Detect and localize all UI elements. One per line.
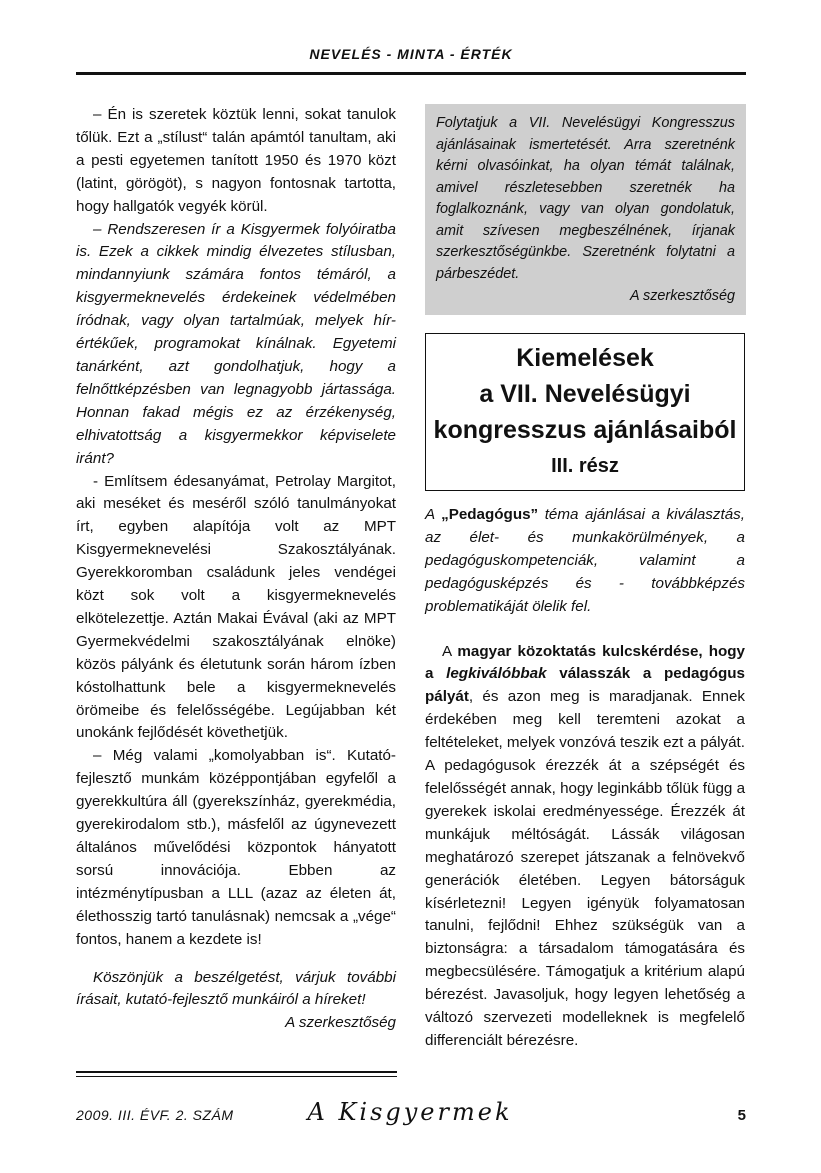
topic-name: „Pedagógus” — [441, 506, 539, 523]
left-column-rule-thin — [76, 1076, 397, 1077]
magazine-name: A Kisgyermek — [307, 1098, 513, 1126]
recommendation-paragraph — [425, 641, 745, 1053]
issue-info: 2009. III. ÉVF. 2. SZÁM — [76, 1107, 234, 1123]
highlights-part-label: III. rész — [551, 455, 619, 477]
highlights-title-line: a VII. Nevelésügyi — [479, 380, 691, 408]
intro-text: téma ajánlásai a kiválasztás, az élet- és munkakörülmények, a pedagóguskompetenciák, valamint a pedagógusképzés és - továbbképzés problematikáját ölelik fel. — [425, 506, 745, 615]
highlights-title — [426, 340, 744, 448]
highlights-title-box — [425, 333, 745, 491]
main-bold-lead: magyar közoktatás kulcskérdése, hogy a — [425, 642, 745, 683]
main-prefix: A — [442, 642, 458, 660]
page-number: 5 — [737, 1107, 746, 1124]
interview-paragraph: – Még valami „komolyabban is“. Kutató-fejlesztő munkám középpontjában egyfelől a gyerekkultúra áll (gyerekszínház, gyerekmédia, gyerekirodalom stb.), másfelől az úgynevezett általános művelődési központok hányatott sorsú innovációja. Ebben az intézménytípusban a LLL (azaz az életen át, élethosszig tartó tanulásnak) nemcsak a „vége“ fontos, hanem a kezdete is! — [76, 747, 396, 948]
main-bold-tail: válasszák a pedagógus pályát — [425, 665, 745, 706]
interview-paragraph: - Említsem édesanyámat, Petrolay Margitot, aki meséket és meséről szóló tanulmányokat írt, egyben alapítója volt az MPT Kisgyermeknevelési Szakosztályának. Gyerekkoromban családunk jeles vendégei közt sok volt a kisgyermeknevelés elkötelezettje. Aztán Makai Évával (aki az MPT Gyermekvédelmi szakosztályának elnöke) közös pályánk és életutunk során három ízben kóstolhattunk bele a kisgyermeknevelés örömeibe és felelősségébe. Legújabban két unokánk fejlődését követhetjük. — [76, 472, 396, 742]
left-column — [76, 104, 396, 1035]
closing-block — [76, 967, 396, 1036]
running-title: NEVELÉS - MINTA - ÉRTÉK — [309, 46, 513, 62]
signature: A szerkesztőség — [285, 1014, 396, 1032]
header-rule — [76, 72, 746, 75]
editorial-note-box — [425, 104, 746, 315]
left-column-rule — [76, 1071, 397, 1073]
right-column — [425, 504, 745, 1053]
intro-prefix: A — [425, 506, 442, 523]
closing-text: Köszönjük a beszélgetést, várjuk további írásait, kutató-fejlesztő munkáiról a híreket! — [76, 968, 396, 1009]
editorial-note-text: Folytatjuk a VII. Nevelésügyi Kongresszus ajánlásainak ismertetését. Arra szeretnénk kérni olvasóinkat, ha olyan témát találnak, amivel részletesebben szeretnék ha foglalkoznánk, vagy van olyan gondolatuk, amit szívesen megbeszélnének, írjanak szerkesztőségünkbe. Szeretnénk folytatni a párbeszédet. — [436, 115, 735, 282]
topic-intro — [425, 504, 745, 619]
main-text: , és azon meg is maradjanak. Ennek érdekében meg kell teremteni azokat a feltételeket, melyek vonzóvá teszik ezt a pályát. A pedagógusok érezzék át a szépségét és felelősségét annak, hogy leginkább tőlük függ a gyerekek iskolai eredményessége. Érezzék át munkájuk méltóságát. Lássák világosan meghatározó szerepet játszanak a felnövekvő generációk életében. Legyen bátorságuk kísérletezni! Legyen igényük folyamatosan tanulni, fejlődni! Ehhez szükségük van a biztonságra: a társadalom támogatására és megbecsülésére. Támogatjuk a kritérium alapú bérezést. Javasoljuk, hogy legyen lehetőség a változó szervezeti modelleknek is megfelelő differenciált bérezésre. — [425, 688, 746, 1049]
highlights-title-line: Kiemelések — [516, 344, 654, 372]
interview-question: – Rendszeresen ír a Kisgyermek folyóiratba is. Ezek a cikkek mindig élvezetes stílusban, mindannyiunk számára fontos témáról, a kisgyermeknevelés érdekeinek védelmében íródnak, vagy olyan tartalmúak, melyek hír-értékűek, programokat kínálnak. Egyetemi tanárként, azt gondolhatjuk, hogy a felnőttképzésben van legnagyobb jártassága. Honnan fakad mégis ez az érzékenység, elhivatottság a kisgyermekkor képviselete iránt? — [76, 220, 396, 467]
editorial-note-signature: A szerkesztőség — [629, 288, 735, 304]
highlights-title-line: kongresszus ajánlásaiból — [433, 416, 737, 444]
main-bold-italic: legkiválóbbak — [446, 665, 547, 683]
interview-paragraph: – Én is szeretek köztük lenni, sokat tanulok tőlük. Ezt a „stílust“ talán apámtól tanultam, aki a pesti egyetemen tanított 1950 és 1970 közt (latint, görögöt), s nagyon fontosnak tartotta, hogy hallgatók vegyék körül. — [76, 106, 396, 215]
